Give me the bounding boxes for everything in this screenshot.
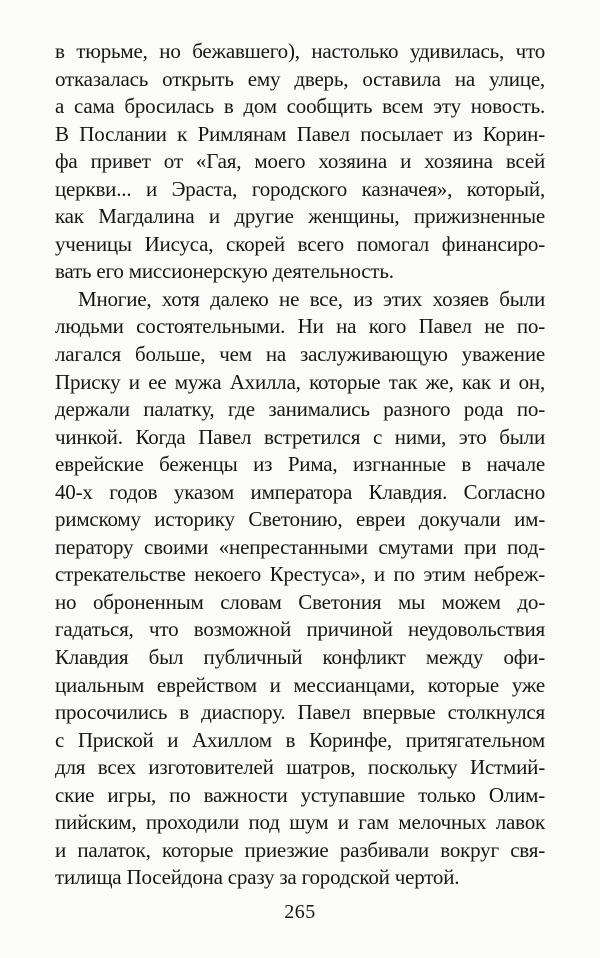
text-line: циальным еврейством и мессианцами, которые уже — [55, 672, 545, 697]
page-text — [55, 38, 545, 892]
text-line: чинкой. Когда Павел встретился с ними, это были — [55, 424, 545, 449]
text-line: церкви... и Эраста, городского казначея», который, — [55, 176, 545, 201]
text-line: 40-х годов указом императора Клавдия. Согласно — [55, 479, 545, 504]
paragraph — [55, 286, 545, 892]
text-line: стрекательстве некоего Крестуса», и по этим небреж- — [55, 562, 545, 587]
text-line: ператору своими «непрестанными смутами при под- — [55, 534, 545, 559]
text-line: Многие, хотя далеко не все, из этих хозяев были — [78, 286, 545, 311]
text-line: ученицы Иисуса, скорей всего помогал финансиро- — [55, 231, 545, 256]
text-line: но оброненным словам Светония мы можем до- — [55, 589, 545, 614]
paragraph — [55, 38, 545, 286]
text-line: Клавдия был публичный конфликт между офи- — [55, 645, 545, 670]
text-line: вать его миссионерскую деятельность. — [55, 259, 394, 284]
text-line: ские игры, по важности уступавшие только Олим- — [55, 782, 545, 807]
text-line: лагался больше, чем на заслуживающую уважение — [55, 342, 545, 367]
text-line: еврейские беженцы из Рима, изгнанные в начале — [55, 452, 545, 477]
page-number: 265 — [284, 901, 316, 923]
text-line: в тюрьме, но бежавшего), настолько удивилась, что — [55, 39, 545, 63]
text-line: тилища Посейдона сразу за городской чертой. — [55, 865, 460, 890]
text-line: просочились в диаспору. Павел впервые столкнулся — [55, 700, 545, 725]
text-line: как Магдалина и другие женщины, прижизненные — [55, 204, 545, 229]
text-line: и палаток, которые приезжие разбивали вокруг свя- — [55, 837, 545, 862]
text-line: для всех изготовителей шатров, поскольку Истмий- — [55, 755, 545, 780]
text-line: а сама бросилась в дом сообщить всем эту новость. — [55, 94, 545, 119]
text-line: римскому историку Светонию, евреи докучали им- — [55, 507, 545, 532]
text-line: Приску и ее мужа Ахилла, которые так же, как и он, — [55, 369, 545, 394]
text-line: с Приской и Ахиллом в Коринфе, притягательном — [55, 727, 545, 752]
text-line: В Послании к Римлянам Павел посылает из Корин- — [55, 121, 545, 146]
text-line: пийским, проходили под шум и гам мелочных лавок — [55, 810, 545, 835]
text-line: отказалась открыть ему дверь, оставила на улице, — [55, 66, 545, 91]
text-line: фа привет от «Гая, моего хозяина и хозяина всей — [55, 149, 545, 174]
text-line: держали палатку, где занимались разного рода по- — [55, 397, 545, 422]
text-line: людьми состоятельными. Ни на кого Павел не по- — [55, 314, 545, 339]
text-line: гадаться, что возможной причиной неудовольствия — [55, 617, 545, 642]
